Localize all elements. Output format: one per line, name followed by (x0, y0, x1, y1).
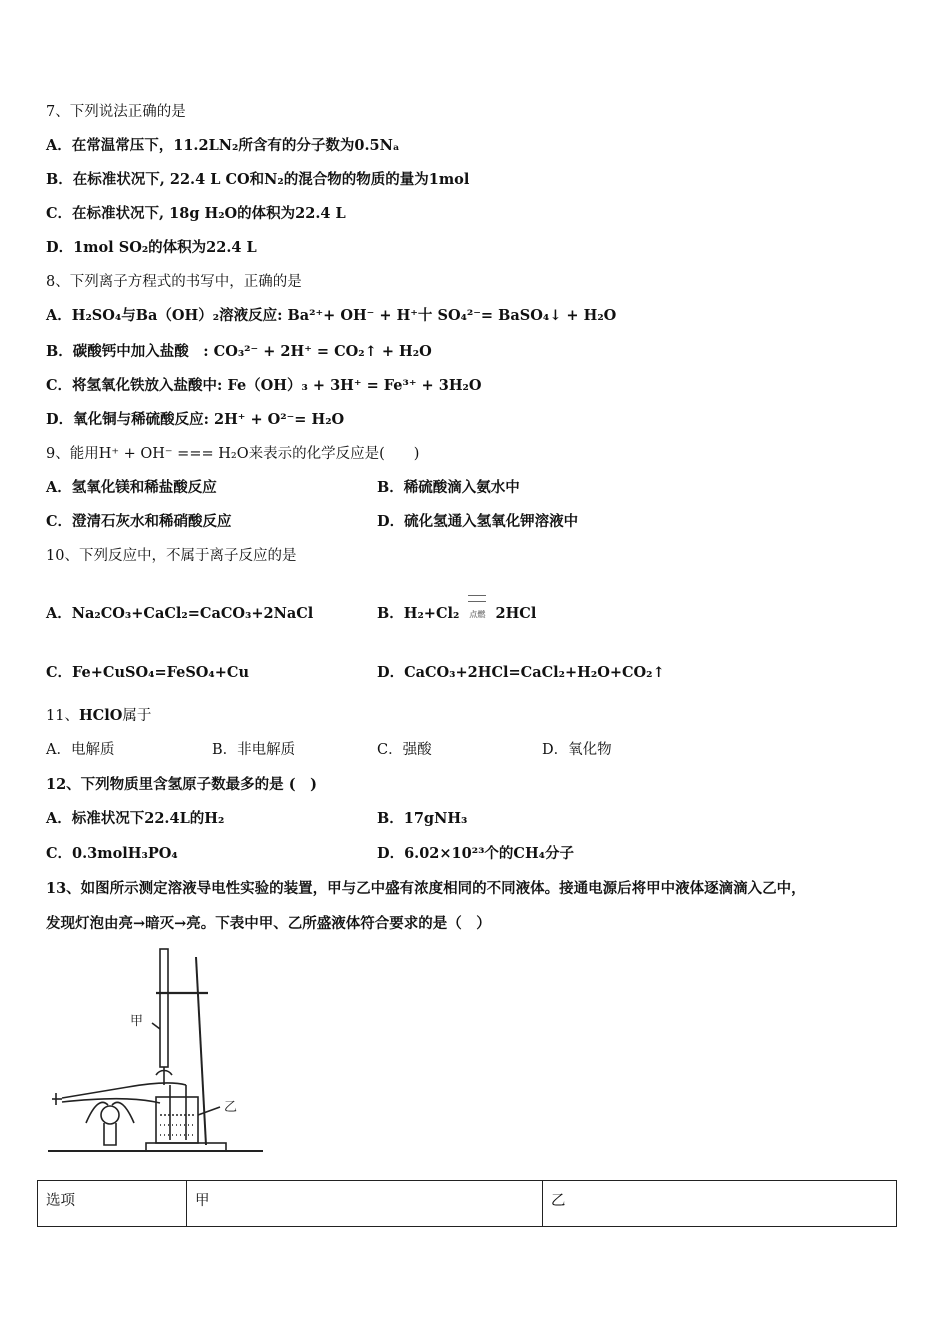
figure-label-jia: 甲 (130, 1014, 144, 1029)
q13-stem-line1: 13、如图所示测定溶液导电性实验的装置，甲与乙中盛有浓度相同的不同液体。接通电源后将甲中液体逐滴滴入乙中， (46, 880, 806, 897)
q11-option-a: A．电解质 (46, 742, 115, 758)
q10-stem: 10、下列反应中，不属于离子反应的是 (46, 548, 297, 564)
q9-stem: 9、能用H⁺ + OH⁻ === H₂O来表示的化学反应是( ) (46, 446, 420, 462)
apparatus-drawing (48, 945, 268, 1157)
q12-option-c: C．0.3molH₃PO₄ (46, 845, 178, 862)
q11-stem (46, 707, 151, 725)
table-header-option: 选项 (38, 1181, 187, 1227)
q12-option-a: A．标准状况下22.4L的H₂ (46, 810, 225, 827)
q7-option-d: D．1mol SO₂的体积为22.4 L (46, 239, 257, 256)
q12-stem: 12、下列物质里含氢原子数最多的是 ( ) (46, 776, 317, 793)
q9-option-c: C．澄清石灰水和稀硝酸反应 (46, 513, 232, 530)
q10-option-b-reactants: B．H₂+Cl₂ (377, 605, 460, 622)
conductivity-apparatus-figure (48, 945, 268, 1161)
q10-option-d: D．CaCO₃+2HCl=CaCl₂+H₂O+CO₂↑ (377, 664, 665, 681)
reaction-condition-ignite (464, 605, 490, 623)
q11-option-b: B．非电解质 (212, 742, 296, 758)
q7-stem: 7、下列说法正确的是 (46, 104, 186, 120)
q8-option-b: B．碳酸钙中加入盐酸 : CO₃²⁻ + 2H⁺ = CO₂↑ + H₂O (46, 343, 432, 360)
q7-option-b: B．在标准状况下, 22.4 L CO和N₂的混合物的物质的量为1mol (46, 171, 470, 188)
q10-option-b (377, 605, 536, 623)
q12-option-b: B．17gNH₃ (377, 810, 468, 827)
q9-option-a: A．氢氧化镁和稀盐酸反应 (46, 479, 217, 496)
reaction-condition-label: 点燃 (469, 609, 486, 619)
q11-number: 11、 (46, 708, 79, 724)
q11-formula: HClO (78, 707, 123, 724)
q8-option-a: A．H₂SO₄与Ba（OH）₂溶液反应: Ba²⁺+ OH⁻ + H⁺十 SO₄²⁻= BaSO₄↓ + H₂O (46, 307, 617, 324)
figure-label-yi: 乙 (224, 1100, 238, 1115)
q10-option-c: C．Fe+CuSO₄=FeSO₄+Cu (46, 664, 250, 681)
q11-stem-rest: 属于 (122, 708, 152, 724)
q7-option-c: C．在标准状况下, 18g H₂O的体积为22.4 L (46, 205, 346, 222)
q8-option-c: C．将氢氧化铁放入盐酸中: Fe（OH）₃ + 3H⁺ = Fe³⁺ + 3H₂O (46, 377, 482, 394)
q8-stem: 8、下列离子方程式的书写中，正确的是 (46, 274, 302, 290)
options-table (37, 1180, 897, 1227)
q7-option-a: A．在常温常压下，11.2LN₂所含有的分子数为0.5Nₐ (46, 137, 400, 154)
table-header-row (38, 1181, 897, 1227)
q11-option-c: C．强酸 (377, 742, 432, 758)
q10-option-a: A．Na₂CO₃+CaCl₂=CaCO₃+2NaCl (46, 605, 314, 622)
q9-option-d: D．硫化氢通入氢氧化钾溶液中 (377, 513, 579, 530)
q11-option-d: D．氧化物 (542, 742, 612, 758)
table-header-yi: 乙 (543, 1181, 897, 1227)
q8-option-d: D．氧化铜与稀硫酸反应: 2H⁺ + O²⁻= H₂O (46, 411, 345, 428)
table-header-jia: 甲 (187, 1181, 543, 1227)
q12-option-d: D．6.02×10²³个的CH₄分子 (377, 845, 575, 862)
q9-option-b: B．稀硫酸滴入氨水中 (377, 479, 520, 496)
q10-option-b-product: 2HCl (495, 605, 537, 622)
q13-stem-line2: 发现灯泡由亮→暗灭→亮。下表中甲、乙所盛液体符合要求的是（ ） (46, 915, 491, 932)
